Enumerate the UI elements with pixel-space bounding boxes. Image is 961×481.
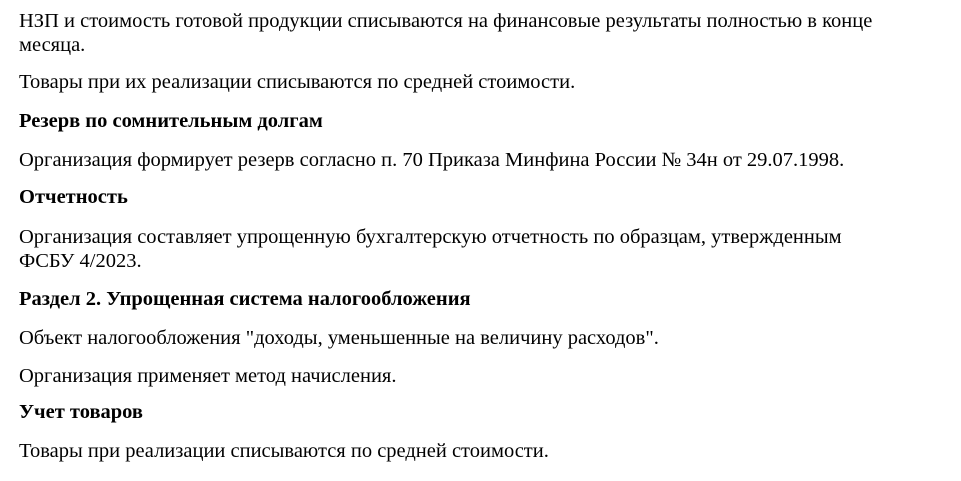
- paragraph-simplified-reporting-line-1: Организация составляет упрощенную бухгалтерскую отчетность по образцам, утвержденным: [19, 226, 842, 248]
- paragraph-simplified-reporting-line-2: ФСБУ 4/2023.: [19, 250, 142, 272]
- paragraph-tax-object: Объект налогообложения "доходы, уменьшенные на величину расходов".: [19, 327, 659, 349]
- paragraph-wip-writeoff-line-2: месяца.: [19, 34, 86, 56]
- paragraph-accrual-method: Организация применяет метод начисления.: [19, 365, 397, 387]
- paragraph-wip-writeoff-line-1: НЗП и стоимость готовой продукции списываются на финансовые результаты полностью в конце: [19, 10, 873, 32]
- heading-doubtful-debts-reserve: Резерв по сомнительным долгам: [19, 110, 323, 132]
- paragraph-reserve-order: Организация формирует резерв согласно п. 70 Приказа Минфина России № 34н от 29.07.1998.: [19, 149, 845, 171]
- heading-section-2-simplified-tax: Раздел 2. Упрощенная система налогообложения: [19, 288, 471, 310]
- paragraph-goods-sale-average-cost: Товары при реализации списываются по средней стоимости.: [19, 440, 549, 462]
- heading-reporting: Отчетность: [19, 186, 128, 208]
- heading-goods-accounting: Учет товаров: [19, 401, 143, 423]
- paragraph-goods-average-cost: Товары при их реализации списываются по средней стоимости.: [19, 71, 576, 93]
